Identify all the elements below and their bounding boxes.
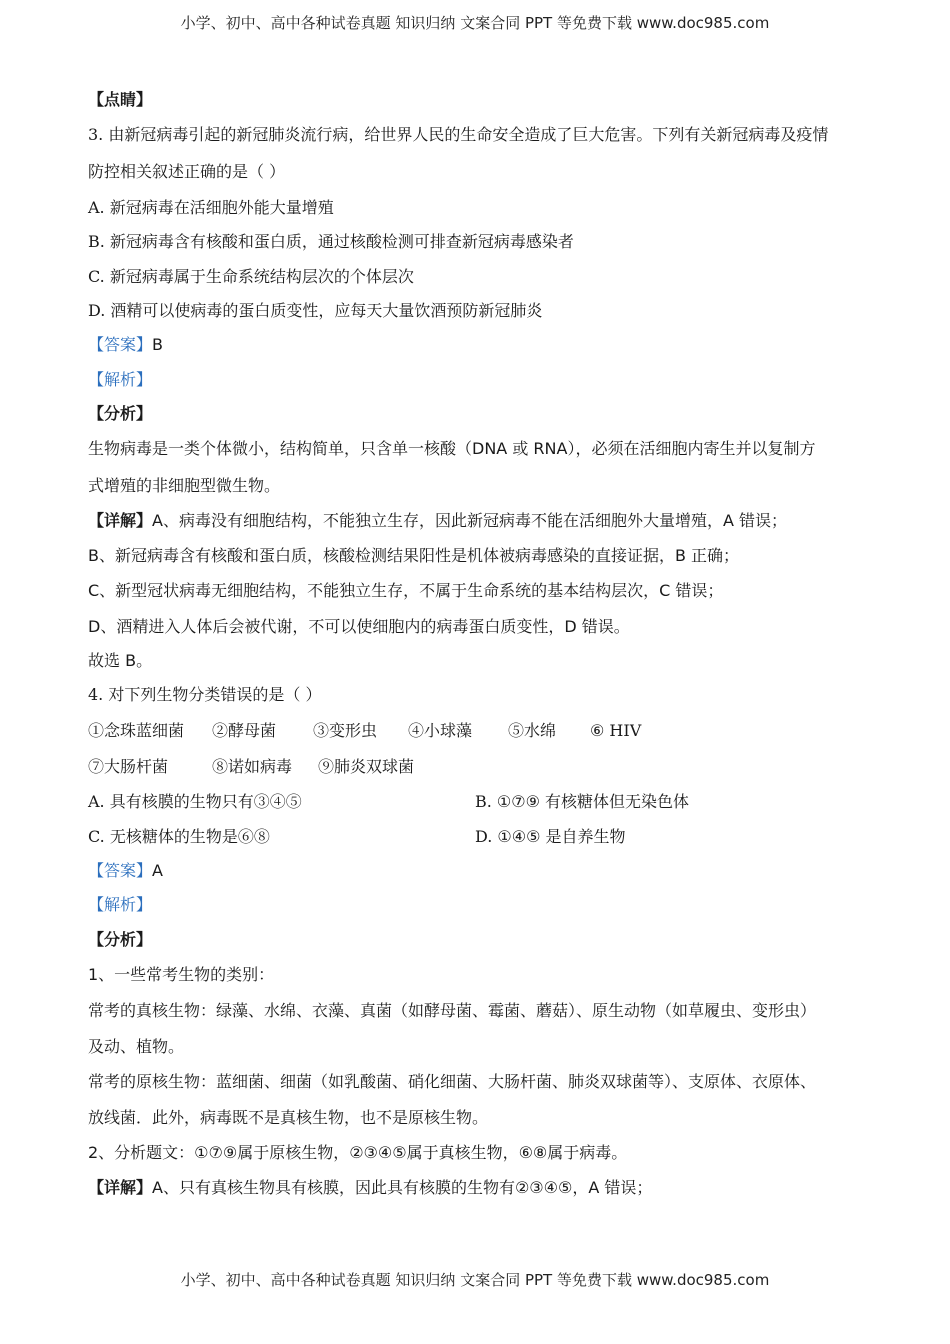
q4-fenxi-3: 及动、植物。 (88, 1037, 185, 1056)
q3-stem-line-2: 防控相关叙述正确的是（ ） (88, 162, 286, 181)
q4-item: ④小球藻 (408, 721, 473, 740)
q4-item: ⑨肺炎双球菌 (318, 757, 415, 776)
dianjing-heading: 【点睛】 (88, 90, 153, 109)
q4-jiexi-label: 【解析】 (88, 895, 153, 914)
q4-stem: 4. 对下列生物分类错误的是（ ） (88, 685, 322, 704)
q3-detail-label: 【详解】 (88, 511, 153, 530)
q3-conclusion: 故选 B。 (88, 651, 153, 670)
q3-detail-a-row (88, 511, 787, 531)
page-header: 小学、初中、高中各种试卷真题 知识归纳 文案合同 PPT 等免费下载 www.doc985.com (180, 14, 770, 32)
q4-answer-row (88, 861, 163, 881)
q3-detail-c: C、新型冠状病毒无细胞结构，不能独立生存，不属于生命系统的基本结构层次，C 错误； (88, 581, 724, 600)
q3-answer-value: B (152, 335, 163, 354)
q4-detail-a-row (88, 1178, 652, 1198)
q3-detail-a: A、病毒没有细胞结构，不能独立生存，因此新冠病毒不能在活细胞外大量增殖，A 错误； (152, 511, 787, 530)
q4-option-b: B. ①⑦⑨ 有核糖体但无染色体 (475, 792, 690, 811)
q4-item: ①念珠蓝细菌 (88, 721, 185, 740)
q4-fenxi-2: 常考的真核生物：绿藻、水绵、衣藻、真菌（如酵母菌、霉菌、蘑菇）、原生动物（如草履虫、变形虫） (88, 1001, 817, 1020)
q3-option-d: D. 酒精可以使病毒的蛋白质变性，应每天大量饮酒预防新冠肺炎 (88, 301, 543, 320)
q3-option-c: C. 新冠病毒属于生命系统结构层次的个体层次 (88, 267, 414, 286)
q3-stem-line-1: 3. 由新冠病毒引起的新冠肺炎流行病，给世界人民的生命安全造成了巨大危害。下列有关新冠病毒及疫情 (88, 125, 829, 144)
q4-items-row-2 (88, 757, 414, 777)
q4-answer-value: A (152, 861, 163, 880)
q3-option-b: B. 新冠病毒含有核酸和蛋白质，通过核酸检测可排查新冠病毒感染者 (88, 232, 574, 251)
q4-detail-a: A、只有真核生物具有核膜，因此具有核膜的生物有②③④⑤，A 错误； (152, 1178, 653, 1197)
q3-fenxi-text-1: 生物病毒是一类个体微小，结构简单，只含单一核酸（DNA 或 RNA），必须在活细胞内寄生并以复制方 (88, 439, 816, 458)
q4-item: ⑦大肠杆菌 (88, 757, 169, 776)
page-footer: 小学、初中、高中各种试卷真题 知识归纳 文案合同 PPT 等免费下载 www.doc985.com (180, 1271, 770, 1289)
q4-fenxi-6: 2、分析题文：①⑦⑨属于原核生物，②③④⑤属于真核生物，⑥⑧属于病毒。 (88, 1143, 628, 1162)
q3-detail-b: B、新冠病毒含有核酸和蛋白质，核酸检测结果阳性是机体被病毒感染的直接证据，B 正确； (88, 546, 740, 565)
q4-items-row-1 (88, 721, 641, 741)
q4-item: ③变形虫 (313, 721, 378, 740)
q4-fenxi-heading: 【分析】 (88, 930, 153, 949)
q3-jiexi-label: 【解析】 (88, 370, 153, 389)
q4-detail-label: 【详解】 (88, 1178, 153, 1197)
q4-item: ⑥ HIV (590, 721, 642, 740)
q3-fenxi-text-2: 式增殖的非细胞型微生物。 (88, 476, 281, 495)
q4-option-d: D. ①④⑤ 是自养生物 (475, 827, 626, 846)
q4-item: ⑧诺如病毒 (212, 757, 293, 776)
q4-option-c: C. 无核糖体的生物是⑥⑧ (88, 827, 270, 846)
q4-option-a: A. 具有核膜的生物只有③④⑤ (88, 792, 302, 811)
q3-answer-row (88, 335, 163, 355)
q4-item: ②酵母菌 (212, 721, 277, 740)
q4-fenxi-4: 常考的原核生物：蓝细菌、细菌（如乳酸菌、硝化细菌、大肠杆菌、肺炎双球菌等）、支原体、衣原体、 (88, 1072, 817, 1091)
q3-answer-label: 【答案】 (88, 335, 153, 354)
q4-answer-label: 【答案】 (88, 861, 153, 880)
q3-detail-d: D、酒精进入人体后会被代谢，不可以使细胞内的病毒蛋白质变性，D 错误。 (88, 617, 630, 636)
q4-fenxi-1: 1、一些常考生物的类别： (88, 965, 275, 984)
q3-option-a: A. 新冠病毒在活细胞外能大量增殖 (88, 198, 334, 217)
q3-fenxi-heading: 【分析】 (88, 404, 153, 423)
q4-fenxi-5: 放线菌．此外，病毒既不是真核生物，也不是原核生物。 (88, 1108, 489, 1127)
q4-item: ⑤水绵 (508, 721, 557, 740)
